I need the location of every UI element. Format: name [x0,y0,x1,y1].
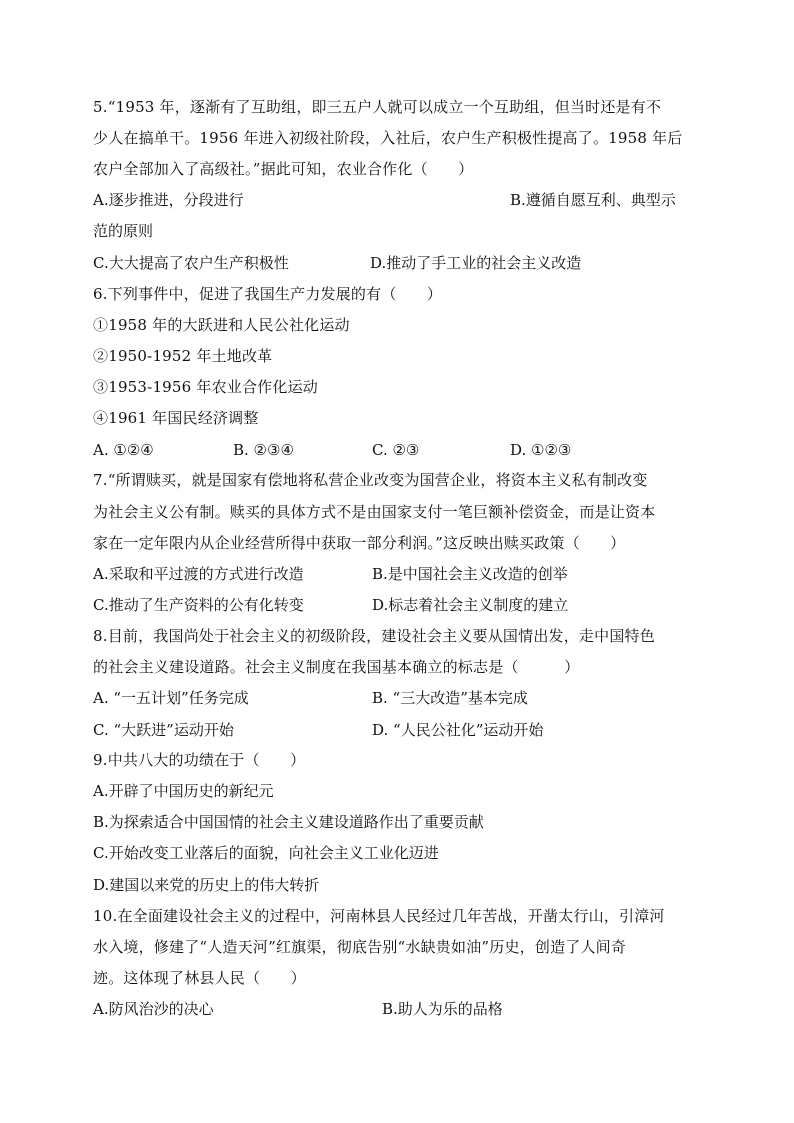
q6-stem: 6.下列事件中，促进了我国生产力发展的有（ ） [93,285,443,303]
q5-option-b-continued: 范的原则 [93,222,154,240]
q8-option-d: D. “人民公社化”运动开始 [372,721,544,739]
q6-option-b: B. ②③④ [233,441,294,459]
q10-option-a: A.防风治沙的决心 [93,1000,214,1018]
q5-option-c: C.大大提高了农户生产积极性 [93,254,289,272]
q5-option-b: B.遵循自愿互利、典型示 [510,191,676,209]
q9-option-c: C.开始改变工业落后的面貌，向社会主义工业化迈进 [93,844,439,862]
q6-item-2: ②1950-1952 年土地改革 [93,347,273,365]
q10-line-3: 迹。这体现了林县人民（ ） [93,969,306,987]
q7-option-c: C.推动了生产资料的公有化转变 [93,596,304,614]
q5-option-d: D.推动了手工业的社会主义改造 [370,254,582,272]
q9-option-a: A.开辟了中国历史的新纪元 [93,782,274,800]
q8-option-a: A. “一五计划”任务完成 [93,689,249,707]
q6-item-3: ③1953-1956 年农业合作化运动 [93,378,318,396]
q7-line-3: 家在一定年限内从企业经营所得中获取一部分利润。”这反映出赎买政策（ ） [93,534,626,552]
q10-line-1: 10.在全面建设社会主义的过程中，河南林县人民经过几年苦战，开凿太行山，引漳河 [93,907,665,925]
q5-line-1: 5.“1953 年，逐渐有了互助组，即三五户人就可以成立一个互助组，但当时还是有不 [93,98,662,116]
q6-option-c: C. ②③ [372,441,420,459]
q6-option-d: D. ①②③ [510,441,572,459]
q10-option-b: B.助人为乐的品格 [382,1000,503,1018]
q7-option-b: B.是中国社会主义改造的创举 [372,565,568,583]
q8-option-c: C. “大跃进”运动开始 [93,721,234,739]
q5-line-3: 农户全部加入了高级社。”据此可知，农业合作化（ ） [93,160,474,178]
q7-line-1: 7.“所谓赎买，就是国家有偿地将私营企业改变为国营企业，将资本主义私有制改变 [93,471,648,489]
q5-line-2: 少人在搞单干。1956 年进入初级社阶段，入社后，农户生产积极性提高了。1958 年后 [93,129,683,147]
q8-line-1: 8.目前，我国尚处于社会主义的初级阶段，建设社会主义要从国情出发，走中国特色 [93,627,655,645]
q7-option-d: D.标志着社会主义制度的建立 [372,596,569,614]
q6-item-1: ①1958 年的大跃进和人民公社化运动 [93,316,350,334]
q7-option-a: A.采取和平过渡的方式进行改造 [93,565,304,583]
q9-option-d: D.建国以来党的历史上的伟大转折 [93,876,320,894]
q10-line-2: 水入境，修建了“人造天河”红旗渠，彻底告别“水缺贵如油”历史，创造了人间奇 [93,938,627,956]
q6-option-a: A. ①②④ [93,441,154,459]
q5-option-a: A.逐步推进，分段进行 [93,191,244,209]
q8-option-b: B. “三大改造”基本完成 [372,689,528,707]
q9-option-b: B.为探索适合中国国情的社会主义建设道路作出了重要贡献 [93,813,484,831]
q9-stem: 9.中共八大的功绩在于（ ） [93,751,306,769]
q6-item-4: ④1961 年国民经济调整 [93,409,259,427]
q8-line-2: 的社会主义建设道路。社会主义制度在我国基本确立的标志是（ ） [93,658,580,676]
q7-line-2: 为社会主义公有制。赎买的具体方式不是由国家支付一笔巨额补偿资金，而是让资本 [93,503,656,521]
